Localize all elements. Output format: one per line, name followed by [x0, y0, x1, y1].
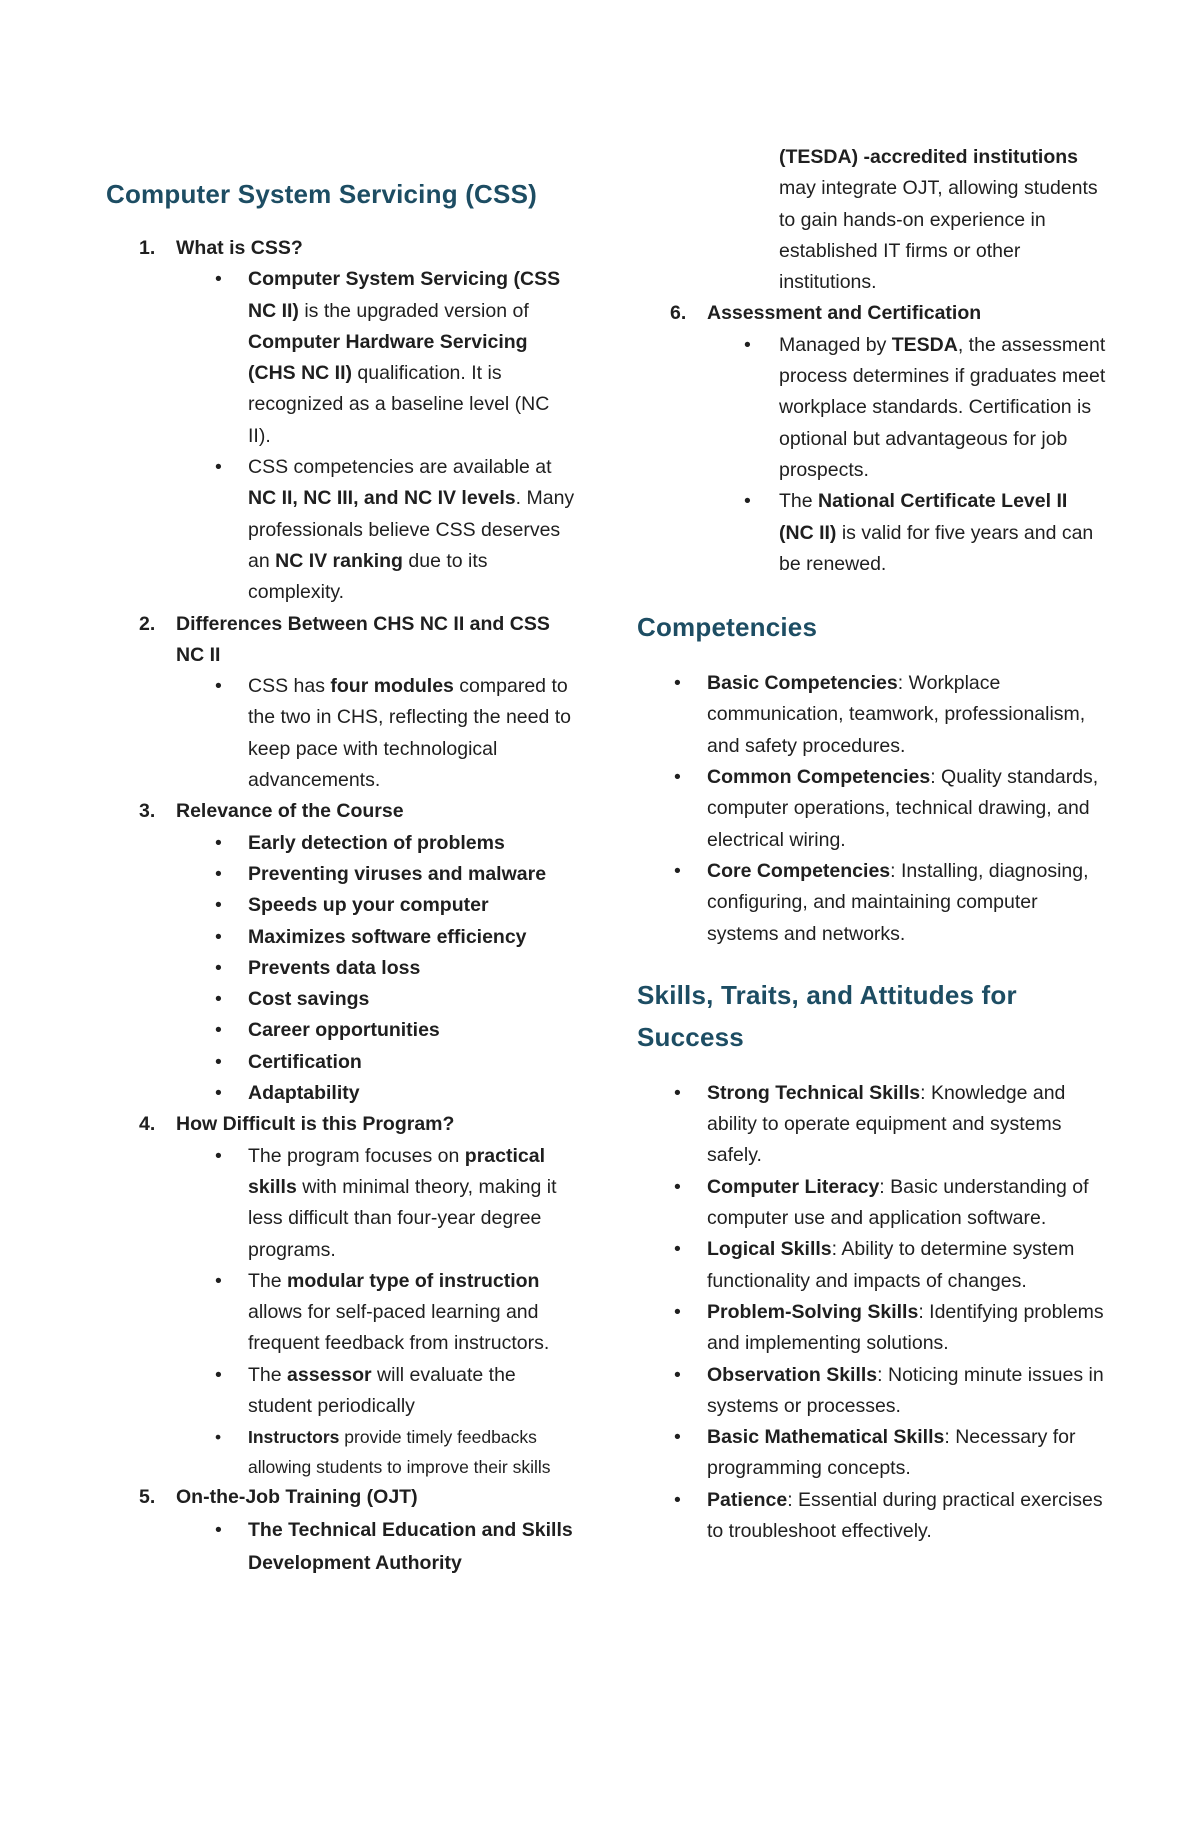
list-item: [637, 486, 1107, 580]
text: allows for self-paced learning and frequent feedback from instructors.: [248, 1301, 550, 1355]
list-item: [637, 762, 1107, 856]
bullet-icon: •: [215, 956, 222, 979]
list-item: [106, 1514, 576, 1580]
bold-text: Problem-Solving Skills: [707, 1300, 919, 1323]
bullet-icon: •: [215, 1050, 222, 1073]
text: provide timely feedbacks allowing students to improve their skills: [248, 1427, 551, 1478]
bold-text: Strong Technical Skills: [707, 1081, 921, 1104]
text: with minimal theory, making it less difficult than four-year degree programs.: [248, 1175, 557, 1261]
bold-text: Patience: [707, 1488, 788, 1511]
list-item: [106, 264, 576, 452]
bold-text: Speeds up your computer: [248, 894, 489, 917]
text: may integrate OJT, allowing students to gain hands-on experience in established IT firms or other institutions.: [779, 177, 1098, 294]
bold-text: Basic Competencies: [707, 672, 898, 695]
bold-text: Logical Skills: [707, 1238, 832, 1261]
bullet-icon: •: [674, 766, 681, 789]
bullet-icon: •: [674, 1300, 681, 1323]
text: : Installing, diagnosing, configuring, and maintaining computer systems and networks.: [707, 859, 1089, 945]
bullet-icon: •: [215, 862, 222, 885]
bullet-icon: •: [215, 268, 222, 291]
list-item: [106, 1078, 576, 1109]
list-item: [106, 1141, 576, 1266]
list-item: [637, 668, 1107, 762]
bullet-icon: •: [215, 1518, 222, 1541]
bold-text: Observation Skills: [707, 1363, 878, 1386]
bullet-icon: •: [674, 1081, 681, 1104]
bullet-icon: •: [674, 672, 681, 695]
list-item: [106, 1422, 576, 1482]
bold-text: Early detection of problems: [248, 831, 505, 854]
bold-text: National Certificate Level II (NC II): [779, 490, 1068, 544]
text: : Basic understanding of computer use and application software.: [707, 1175, 1089, 1230]
bold-text: practical skills: [248, 1144, 545, 1198]
list-item: [637, 1485, 1107, 1548]
bold-text: Common Competencies: [707, 766, 931, 789]
section-relevance: [106, 796, 576, 827]
section-assessment: [637, 298, 1107, 329]
list-item: [106, 671, 576, 796]
bullet-icon: •: [215, 1269, 222, 1292]
text: CSS competencies are available at: [248, 456, 552, 479]
text: will evaluate the student periodically: [248, 1363, 516, 1417]
bullet-icon: •: [215, 1144, 222, 1167]
list-item: [106, 1360, 576, 1423]
bold-text: NC IV ranking: [275, 549, 403, 572]
list-item-continued: [637, 142, 1107, 298]
bold-text: Prevents data loss: [248, 956, 421, 979]
text: : Noticing minute issues in systems or processes.: [707, 1363, 1104, 1417]
text: : Quality standards, computer operations, technical drawing, and electrical wiring.: [707, 766, 1099, 851]
section-number: 5.: [139, 1486, 156, 1509]
text: The: [248, 1363, 288, 1386]
bullet-icon: •: [215, 456, 222, 479]
list-item: [106, 953, 576, 984]
bold-text: The Technical Education and Skills Development Authority: [248, 1518, 573, 1574]
bullet-icon: •: [215, 1082, 222, 1105]
right-column: [637, 142, 1107, 1547]
bold-text: (TESDA) -accredited institutions: [779, 146, 1079, 168]
section-what-is-css: [106, 233, 576, 264]
section-heading: Assessment and Certification: [707, 302, 982, 325]
list-item: [637, 1172, 1107, 1235]
list-item: [637, 330, 1107, 486]
section-difficulty: [106, 1109, 576, 1140]
bullet-icon: •: [674, 1363, 681, 1386]
skills-heading: Skills, Traits, and Attitudes for Success: [637, 979, 1017, 1052]
left-column: [106, 173, 576, 1580]
bullet-icon: •: [215, 675, 222, 698]
section-heading: Differences Between CHS NC II and CSS NC II: [176, 612, 550, 666]
text: The program focuses on: [248, 1144, 465, 1167]
bold-text: Adaptability: [248, 1082, 360, 1105]
section-heading: How Difficult is this Program?: [176, 1113, 455, 1136]
text: : Workplace communication, teamwork, professionalism, and safety procedures.: [707, 672, 1086, 757]
text: : Identifying problems and implementing solutions.: [707, 1300, 1104, 1355]
bold-text: Computer System Servicing (CSS NC II): [248, 268, 561, 322]
section-number: 4.: [139, 1113, 156, 1136]
bullet-icon: •: [215, 831, 222, 854]
text: is the upgraded version of: [298, 299, 529, 322]
bullet-icon: •: [215, 1427, 222, 1448]
bold-text: Instructors: [248, 1427, 340, 1448]
bullet-icon: •: [674, 859, 681, 882]
text: . Many professionals believe CSS deserves an: [248, 487, 575, 572]
list-item: [106, 922, 576, 953]
section-number: 3.: [139, 800, 156, 823]
bullet-icon: •: [674, 1238, 681, 1261]
text: The: [779, 490, 819, 513]
list-item: [106, 452, 576, 608]
text: : Essential during practical exercises to troubleshoot effectively.: [707, 1488, 1103, 1542]
bold-text: Basic Mathematical Skills: [707, 1426, 945, 1449]
list-item: [106, 1015, 576, 1046]
section-number: 1.: [139, 237, 156, 259]
bullet-icon: •: [215, 1019, 222, 1042]
page-title: Computer System Servicing (CSS): [106, 179, 537, 209]
bold-text: Certification: [248, 1050, 362, 1073]
bold-text: TESDA: [891, 333, 958, 356]
text: , the assessment process determines if graduates meet workplace standards. Certification is optional but advantageous for job prospects.: [779, 333, 1106, 481]
bold-text: Career opportunities: [248, 1019, 440, 1042]
section-number: 2.: [139, 612, 156, 635]
bold-text: four modules: [330, 675, 454, 698]
bold-text: Core Competencies: [707, 859, 891, 882]
bullet-icon: •: [674, 1426, 681, 1449]
section-ojt: [106, 1482, 576, 1513]
list-item: [106, 1266, 576, 1360]
bullet-icon: •: [215, 1363, 222, 1386]
list-item: [637, 1422, 1107, 1485]
text: is valid for five years and can be renewed.: [779, 521, 1094, 575]
section-heading: Relevance of the Course: [176, 800, 404, 823]
bullet-icon: •: [674, 1175, 681, 1198]
bullet-icon: •: [744, 333, 751, 356]
bold-text: Preventing viruses and malware: [248, 862, 547, 885]
list-item: [637, 856, 1107, 950]
list-item: [637, 1078, 1107, 1172]
section-number: 6.: [670, 302, 687, 325]
list-item: [106, 984, 576, 1015]
section-heading: What is CSS?: [176, 237, 303, 259]
text: qualification. It is recognized as a baseline level (NC II).: [248, 362, 550, 447]
bullet-icon: •: [674, 1488, 681, 1511]
section-heading: On-the-Job Training (OJT): [176, 1486, 418, 1509]
bullet-icon: •: [215, 894, 222, 917]
text: : Ability to determine system functionality and impacts of changes.: [707, 1238, 1075, 1292]
bullet-icon: •: [215, 988, 222, 1011]
text: CSS has: [248, 675, 331, 698]
list-item: [637, 1360, 1107, 1423]
list-item: [106, 828, 576, 859]
bold-text: Cost savings: [248, 988, 370, 1011]
bullet-icon: •: [215, 925, 222, 948]
section-differences: [106, 609, 576, 672]
bold-text: modular type of instruction: [287, 1269, 540, 1292]
text: The: [248, 1269, 288, 1292]
bold-text: Maximizes software efficiency: [248, 925, 527, 948]
text: compared to the two in CHS, reflecting the need to keep pace with technological advancements.: [248, 675, 572, 792]
text: Managed by: [779, 333, 892, 356]
list-item: [106, 859, 576, 890]
bullet-icon: •: [744, 490, 751, 513]
bold-text: assessor: [287, 1363, 372, 1386]
text: : Necessary for programming concepts.: [707, 1426, 1076, 1480]
list-item: [637, 1234, 1107, 1297]
list-item: [106, 1047, 576, 1078]
bold-text: Computer Literacy: [707, 1175, 880, 1198]
list-item: [106, 890, 576, 921]
list-item: [637, 1297, 1107, 1360]
text: : Knowledge and ability to operate equipment and systems safely.: [707, 1081, 1066, 1167]
bold-text: NC II, NC III, and NC IV levels: [248, 487, 516, 510]
bold-text: Computer Hardware Servicing (CHS NC II): [248, 330, 528, 385]
text: due to its complexity.: [248, 549, 488, 604]
competencies-heading: Competencies: [637, 612, 818, 643]
